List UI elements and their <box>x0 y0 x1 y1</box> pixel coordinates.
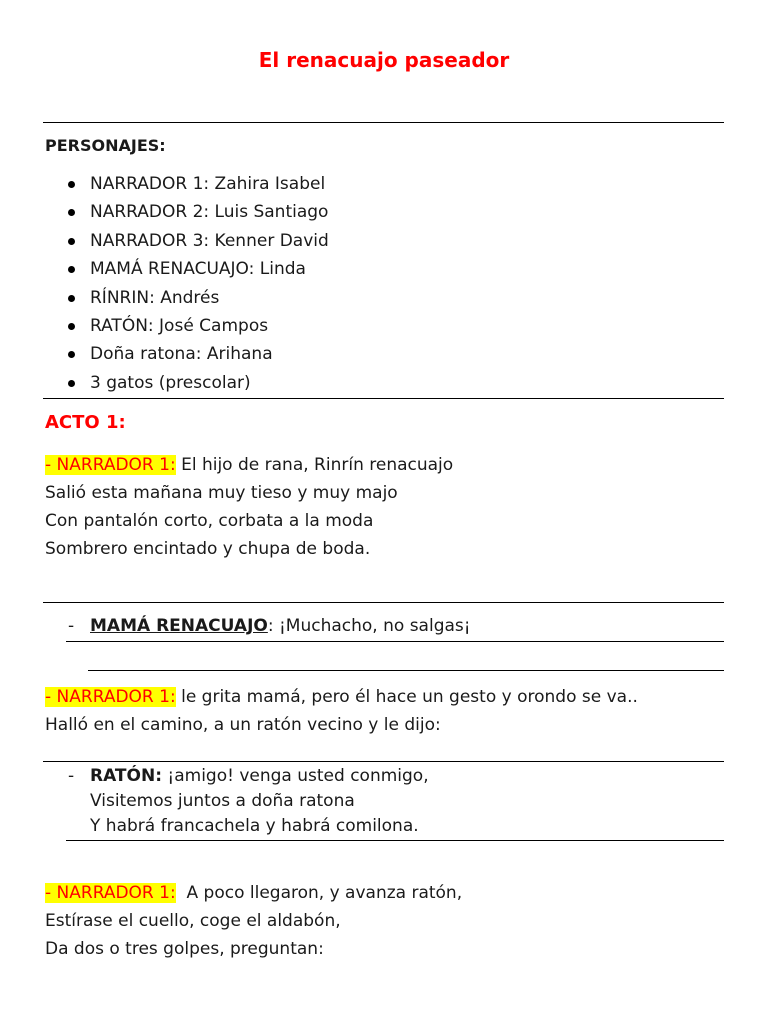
narration-line: Da dos o tres golpes, preguntan: <box>45 939 324 959</box>
list-item: NARRADOR 1: Zahira Isabel <box>66 170 329 198</box>
divider <box>43 122 724 123</box>
speaker-label: RATÓN: <box>90 766 163 786</box>
narration-line: Estírase el cuello, coge el aldabón, <box>45 911 341 931</box>
list-item: RATÓN: José Campos <box>66 312 329 340</box>
narration-line: Halló en el camino, a un ratón vecino y le dijo: <box>45 715 441 735</box>
narrator-label: - NARRADOR 1: <box>45 883 176 903</box>
act-heading: ACTO 1: <box>45 412 126 433</box>
narrator-label: - NARRADOR 1: <box>45 455 176 475</box>
list-item: MAMÁ RENACUAJO: Linda <box>66 255 329 283</box>
narration-line: le grita mamá, pero él hace un gesto y orondo se va.. <box>175 687 638 707</box>
bullet-icon <box>68 181 75 188</box>
characters-list <box>66 170 329 397</box>
divider <box>43 761 724 762</box>
list-item: RÍNRIN: Andrés <box>66 284 329 312</box>
characters-heading: PERSONAJES: <box>45 136 166 155</box>
narrator-label: - NARRADOR 1: <box>45 687 176 707</box>
dialog-line: ¡amigo! venga usted conmigo, <box>162 766 429 786</box>
bullet-icon <box>68 295 75 302</box>
bullet-icon <box>68 238 75 245</box>
bullet-icon <box>68 209 75 216</box>
narration-block <box>45 683 638 739</box>
speaker-label: MAMÁ RENACUAJO <box>90 616 268 636</box>
narration-line: Sombrero encintado y chupa de boda. <box>45 539 371 559</box>
divider <box>88 670 724 671</box>
bullet-icon <box>68 351 75 358</box>
divider <box>43 398 724 399</box>
bullet-icon <box>68 266 75 273</box>
divider <box>43 602 724 603</box>
narration-block <box>45 879 462 963</box>
list-item: NARRADOR 3: Kenner David <box>66 227 329 255</box>
dialog-line: Visitemos juntos a doña ratona <box>90 791 355 811</box>
narration-line: Con pantalón corto, corbata a la moda <box>45 511 374 531</box>
bullet-icon <box>68 380 75 387</box>
dialog-block <box>68 614 471 639</box>
narration-line: El hijo de rana, Rinrín renacuajo <box>175 455 454 475</box>
document-title: El renacuajo paseador <box>258 48 510 72</box>
divider <box>66 641 724 642</box>
dialog-dash: - <box>68 616 75 636</box>
divider <box>66 840 724 841</box>
dialog-line: : ¡Muchacho, no salgas¡ <box>267 616 471 636</box>
list-item: 3 gatos (prescolar) <box>66 369 329 397</box>
list-item: Doña ratona: Arihana <box>66 340 329 368</box>
list-item: NARRADOR 2: Luis Santiago <box>66 198 329 226</box>
narration-block <box>45 451 453 563</box>
narration-line: Salió esta mañana muy tieso y muy majo <box>45 483 398 503</box>
dialog-dash: - <box>68 766 75 786</box>
narration-line: A poco llegaron, y avanza ratón, <box>175 883 463 903</box>
dialog-line: Y habrá francachela y habrá comilona. <box>90 816 419 836</box>
bullet-icon <box>68 323 75 330</box>
dialog-block <box>68 764 429 839</box>
